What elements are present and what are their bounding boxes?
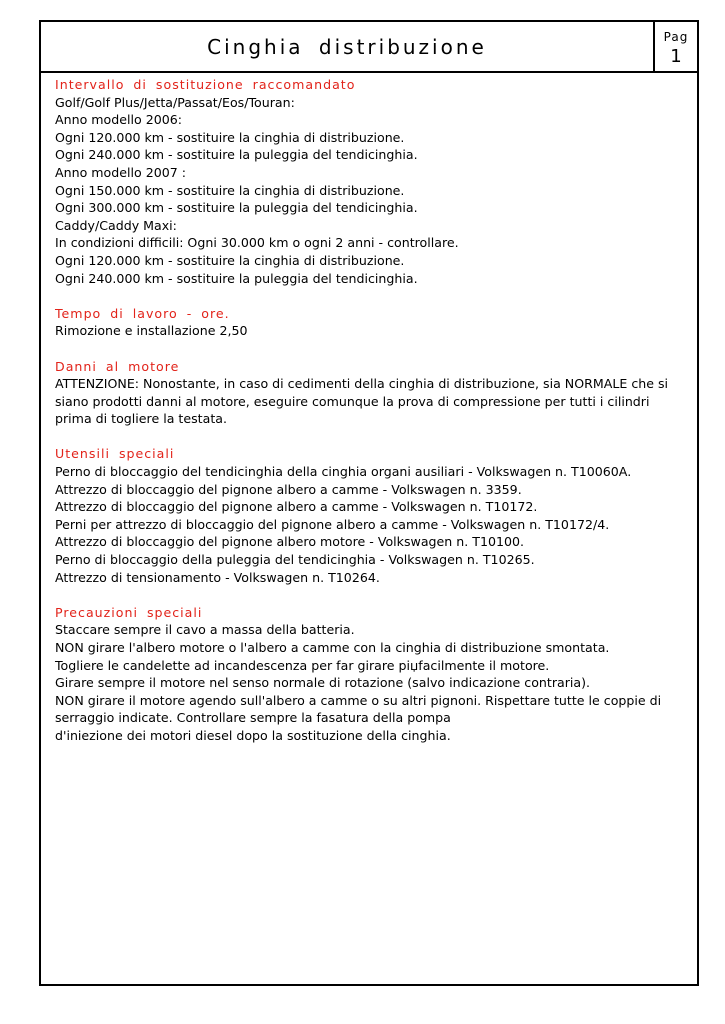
page-number: 1 bbox=[670, 46, 682, 67]
page-title: Cinghia distribuzione bbox=[207, 35, 487, 59]
section-line: Rimozione e installazione 2,50 bbox=[55, 323, 248, 339]
page-label: Pag bbox=[663, 30, 689, 44]
section-heading: Precauzioni speciali bbox=[55, 604, 203, 620]
page-header bbox=[41, 22, 697, 73]
section-line: ATTENZIONE: Nonostante, in caso di cedimenti della cinghia di distribuzione, sia NORMALE che si siano prodotti danni al motore, eseguire comunque la prova di compressione per tutti i cilindri prima di togliere la testata. bbox=[55, 376, 669, 427]
section-line: Anno modello 2007 : bbox=[55, 164, 187, 180]
section-line: Attrezzo di bloccaggio del pignone albero motore - Volkswagen n. T10100. bbox=[55, 534, 525, 550]
section-heading: Tempo di lavoro - ore. bbox=[55, 305, 230, 321]
section-line: Ogni 120.000 km - sostituire la cinghia di distribuzione. bbox=[55, 129, 405, 145]
document-body bbox=[55, 76, 685, 762]
section-line: Staccare sempre il cavo a massa della batteria. bbox=[55, 622, 355, 638]
page-frame bbox=[39, 20, 699, 986]
section-line: Attrezzo di bloccaggio del pignone albero a camme - Volkswagen n. T10172. bbox=[55, 499, 538, 515]
section-line: NON girare il motore agendo sull'albero a camme o su altri pignoni. Rispettare tutte le coppie di serraggio indicate. Controllare sempre la fasatura della pompa bbox=[55, 692, 662, 726]
section-line: Attrezzo di tensionamento - Volkswagen n. T10264. bbox=[55, 569, 380, 585]
section-line: In condizioni difficili: Ogni 30.000 km o ogni 2 anni - controllare. bbox=[55, 235, 459, 251]
section-line: Ogni 240.000 km - sostituire la puleggia del tendicinghia. bbox=[55, 270, 418, 286]
section-line: Perno di bloccaggio della puleggia del tendicinghia - Volkswagen n. T10265. bbox=[55, 552, 535, 568]
section-line: Caddy/Caddy Maxi: bbox=[55, 217, 177, 233]
section bbox=[55, 76, 685, 287]
section bbox=[55, 305, 685, 340]
section-line: Perni per attrezzo di bloccaggio del pignone albero a camme - Volkswagen n. T10172/4. bbox=[55, 516, 610, 532]
section-line: Anno modello 2006: bbox=[55, 112, 183, 128]
section-line: Ogni 150.000 km - sostituire la cinghia di distribuzione. bbox=[55, 182, 405, 198]
section-line: Ogni 300.000 km - sostituire la puleggia del tendicinghia. bbox=[55, 200, 418, 216]
section-heading: Intervallo di sostituzione raccomandato bbox=[55, 77, 356, 92]
section-heading: Utensili speciali bbox=[55, 446, 175, 462]
section bbox=[55, 358, 685, 428]
section-line: Ogni 120.000 km - sostituire la cinghia di distribuzione. bbox=[55, 252, 405, 268]
section bbox=[55, 604, 685, 745]
section-line: Golf/Golf Plus/Jetta/Passat/Eos/Touran: bbox=[55, 94, 295, 110]
section-line: NON girare l'albero motore o l'albero a camme con la cinghia di distribuzione smontata. bbox=[55, 640, 610, 655]
section-line: Girare sempre il motore nel senso normale di rotazione (salvo indicazione contraria). bbox=[55, 675, 591, 691]
section-line: d'iniezione dei motori diesel dopo la sostituzione della cinghia. bbox=[55, 727, 451, 743]
section-line: Togliere le candelette ad incandescenza per far girare piџfacilmente il motore. bbox=[55, 657, 550, 673]
section-line: Attrezzo di bloccaggio del pignone albero a camme - Volkswagen n. 3359. bbox=[55, 481, 522, 497]
section-heading: Danni al motore bbox=[55, 358, 180, 374]
section-line: Ogni 240.000 km - sostituire la puleggia del tendicinghia. bbox=[55, 147, 418, 163]
page-number-box bbox=[653, 22, 697, 71]
section bbox=[55, 445, 685, 586]
section-line: Perno di bloccaggio del tendicinghia della cinghia organi ausiliari - Volkswagen n. T10060A. bbox=[55, 464, 632, 480]
